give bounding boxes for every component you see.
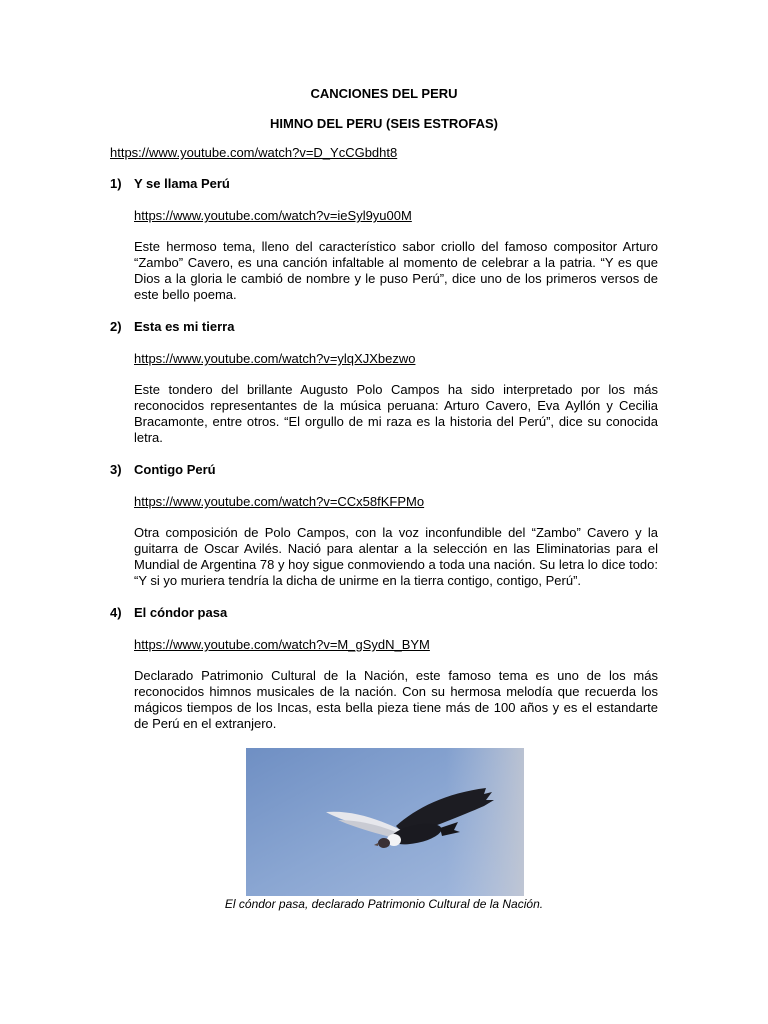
hymn-link[interactable]: https://www.youtube.com/watch?v=D_YcCGbdht8 <box>110 145 398 160</box>
section-number: 1) <box>110 176 122 191</box>
section-3 <box>110 462 658 589</box>
section-title: Y se llama Perú <box>134 176 230 191</box>
section-4 <box>110 605 658 732</box>
figure-caption: El cóndor pasa, declarado Patrimonio Cultural de la Nación. <box>224 897 544 911</box>
section-number: 4) <box>110 605 122 620</box>
section-number: 2) <box>110 319 122 334</box>
section-video-link[interactable]: https://www.youtube.com/watch?v=ylqXJXbezwo <box>134 351 416 366</box>
condor-photo <box>246 748 524 896</box>
document-subtitle: HIMNO DEL PERU (SEIS ESTROFAS) <box>269 116 498 131</box>
section-number: 3) <box>110 462 122 477</box>
section-title: El cóndor pasa <box>134 605 228 620</box>
section-2 <box>110 319 658 446</box>
section-heading <box>110 605 658 621</box>
section-1 <box>110 176 658 303</box>
section-title: Esta es mi tierra <box>134 319 235 334</box>
section-title: Contigo Perú <box>134 462 216 477</box>
section-description: Este hermoso tema, lleno del característico sabor criollo del famoso compositor Arturo “Zambo” Cavero, es una canción infaltable al momento de celebrar a la patria. “Y es que Dios a la gloria le cambió de nombre y le puso Perú”, dice uno de los primeros versos de este bello poema. <box>134 239 658 302</box>
section-heading <box>110 319 658 335</box>
document-page <box>110 86 658 912</box>
section-description: Declarado Patrimonio Cultural de la Nación, este famoso tema es uno de los más reconocidos himnos musicales de la nación. Con su hermosa melodía que recuerda los mágicos tiempos de los Incas, esta bella pieza tiene más de 100 años y es el estandarte de Perú en el extranjero. <box>134 668 658 731</box>
section-heading <box>110 176 658 192</box>
condor-figure <box>110 748 658 912</box>
section-video-link[interactable]: https://www.youtube.com/watch?v=ieSyl9yu00M <box>134 208 412 223</box>
section-video-link[interactable]: https://www.youtube.com/watch?v=M_gSydN_BYM <box>134 637 430 652</box>
section-description: Otra composición de Polo Campos, con la voz inconfundible del “Zambo” Cavero y la guitarra de Oscar Avilés. Nació para alentar a la selección en las Eliminatorias para el Mundial de Argentina 78 y hoy sigue conmoviendo a toda una nación. Su letra lo dice todo: “Y si yo muriera tendría la dicha de unirme en la tierra contigo, contigo, Perú”. <box>134 525 658 588</box>
section-video-link[interactable]: https://www.youtube.com/watch?v=CCx58fKFPMo <box>134 494 425 509</box>
section-description: Este tondero del brillante Augusto Polo Campos ha sido interpretado por los más reconocidos representantes de la música peruana: Arturo Cavero, Eva Ayllón y Cecilia Bracamonte, entre otros. “El orgullo de mi raza es la historia del Perú”, dice su conocida letra. <box>134 382 658 445</box>
section-heading <box>110 462 658 478</box>
document-title: CANCIONES DEL PERU <box>310 86 458 101</box>
